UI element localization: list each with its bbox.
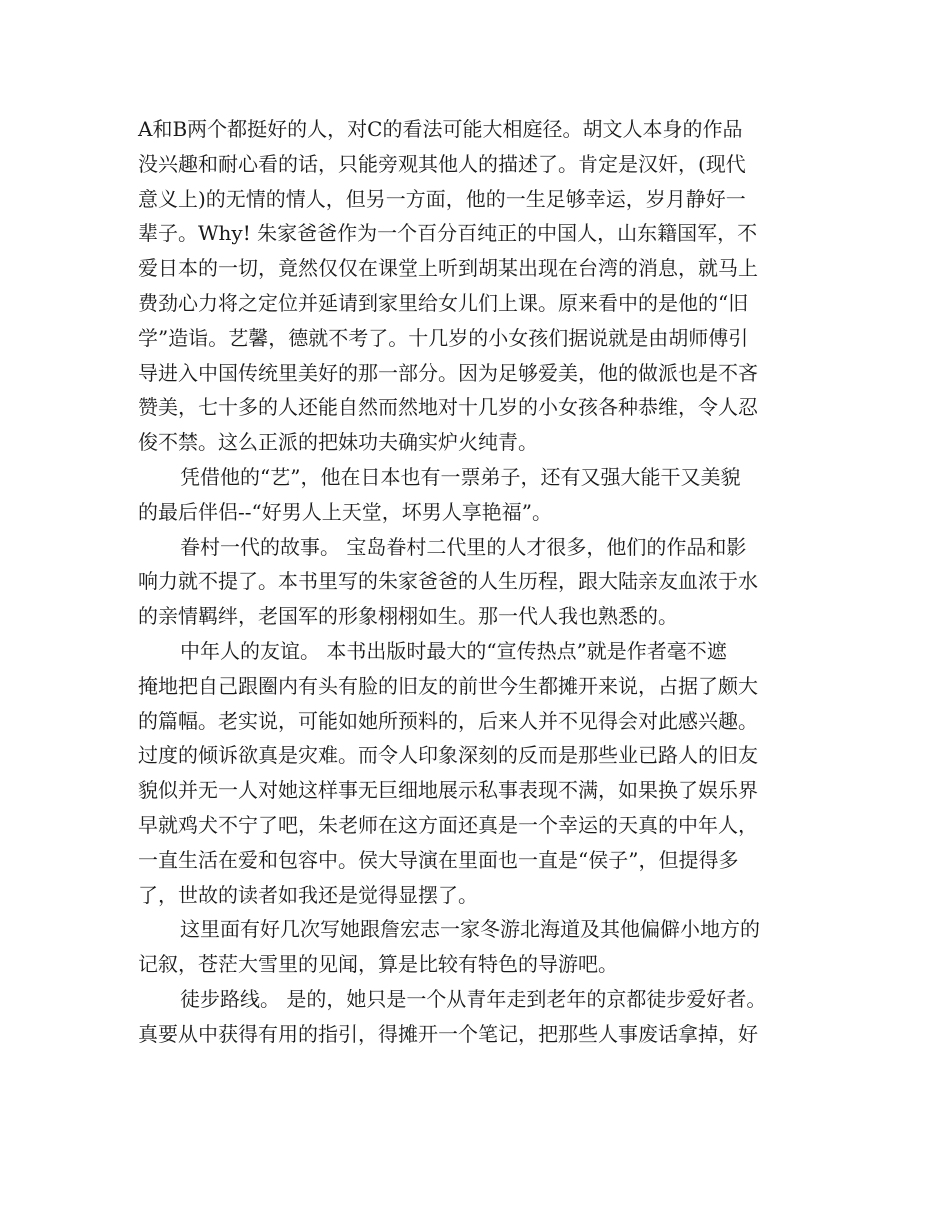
text-line: 眷村一代的故事。 宝岛眷村二代里的人才很多，他们的作品和影 xyxy=(180,534,747,559)
text-line: 的亲情羁绊，老国军的形象栩栩如生。那一代人我也熟悉的。 xyxy=(138,604,678,629)
text-line: A和B两个都挺好的人，对C的看法可能大相庭径。胡文人本身的作品 xyxy=(138,117,743,141)
text-line: 导进入中国传统里美好的那一部分。因为足够爱美，他的做派也是不吝 xyxy=(138,360,758,385)
text-line: 学”造诣。艺馨，德就不考了。十几岁的小女孩们据说就是由胡师傅引 xyxy=(138,325,749,350)
text-line: 的最后伴侣--“好男人上天堂，坏男人享艳福”。 xyxy=(138,499,552,524)
text-line: 赞美，七十多的人还能自然而然地对十几岁的小女孩各种恭维，令人忍 xyxy=(138,395,758,420)
text-line: 凭借他的“艺”，他在日本也有一票弟子，还有又强大能干又美貌 xyxy=(180,464,741,489)
text-line: 中年人的友谊。 本书出版时最大的“宣传热点”就是作者毫不遮 xyxy=(180,638,727,663)
text-line: 过度的倾诉欲真是灾难。而令人印象深刻的反而是那些业已路人的旧友 xyxy=(138,743,758,768)
text-line: 一直生活在爱和包容中。侯大导演在里面也一直是“侯子”，但提得多 xyxy=(138,847,739,872)
text-line: 掩地把自己跟圈内有头有脸的旧友的前世今生都摊开来说，占据了颇大 xyxy=(138,673,758,698)
text-line: 没兴趣和耐心看的话，只能旁观其他人的描述了。肯定是汉奸，(现代 xyxy=(138,151,746,176)
text-line: 俊不禁。这么正派的把妹功夫确实炉火纯青。 xyxy=(138,430,538,455)
text-line: 早就鸡犬不宁了吧，朱老师在这方面还真是一个幸运的天真的中年人， xyxy=(138,812,758,837)
text-line: 费劲心力将之定位并延请到家里给女儿们上课。原来看中的是他的“旧 xyxy=(138,290,749,315)
text-line: 记叙，苍茫大雪里的见闻，算是比较有特色的导游吧。 xyxy=(138,952,618,977)
text-line: 真要从中获得有用的指引，得摊开一个笔记，把那些人事废话拿掉，好 xyxy=(138,1021,758,1046)
text-line: 徒步路线。 是的，她只是一个从青年走到老年的京都徒步爱好者。 xyxy=(180,986,767,1011)
text-line: 辈子。Why! 朱家爸爸作为一个百分百纯正的中国人，山东籍国军，不 xyxy=(138,221,758,246)
text-line: 响力就不提了。本书里写的朱家爸爸的人生历程，跟大陆亲友血浓于水 xyxy=(138,569,758,594)
text-line: 爱日本的一切，竟然仅仅在课堂上听到胡某出现在台湾的消息，就马上 xyxy=(138,256,758,281)
text-line: 这里面有好几次写她跟詹宏志一家冬游北海道及其他偏僻小地方的 xyxy=(180,917,760,942)
text-line: 意义上)的无情的情人，但另一方面，他的一生足够幸运，岁月静好一 xyxy=(138,186,746,211)
text-line: 的篇幅。老实说，可能如她所预料的，后来人并不见得会对此感兴趣。 xyxy=(138,708,758,733)
document-body xyxy=(138,112,818,1052)
text-line: 了，世故的读者如我还是觉得显摆了。 xyxy=(138,882,478,907)
text-line: 貌似并无一人对她这样事无巨细地展示私事表现不满，如果换了娱乐界 xyxy=(138,778,758,803)
